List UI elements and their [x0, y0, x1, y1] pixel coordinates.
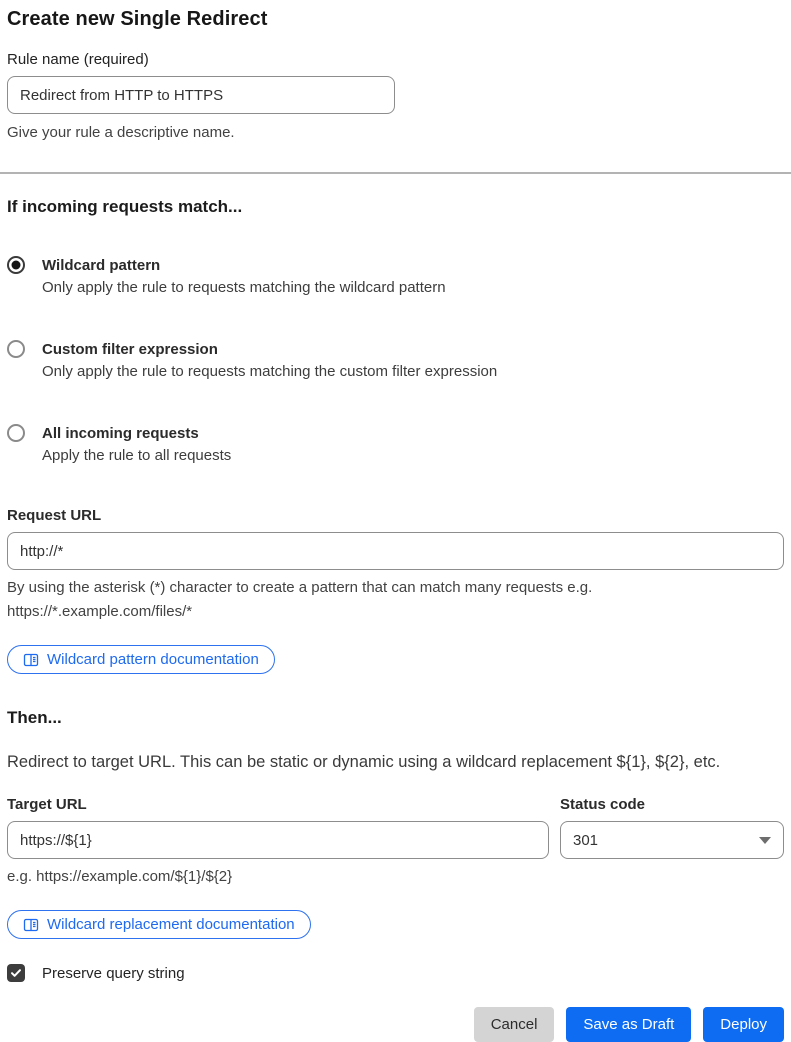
radio-option-label: Custom filter expression [42, 341, 218, 358]
preserve-query-string-row[interactable] [7, 964, 784, 982]
request-url-help-line2: https://*.example.com/files/* [7, 603, 193, 620]
section-divider [0, 172, 791, 174]
footer-actions [7, 1007, 784, 1042]
wildcard-replacement-docs-label: Wildcard replacement documentation [47, 916, 295, 933]
wildcard-pattern-docs-label: Wildcard pattern documentation [47, 651, 259, 668]
radio-option-label: All incoming requests [42, 425, 199, 442]
checkbox-checked-icon[interactable] [7, 964, 25, 982]
wildcard-pattern-docs-button[interactable] [7, 645, 275, 674]
status-code-select[interactable] [560, 821, 784, 859]
status-code-label: Status code [560, 796, 646, 813]
radio-option-custom-filter[interactable] [7, 339, 784, 384]
match-type-radio-group [7, 255, 784, 468]
radio-option-all-requests[interactable] [7, 423, 784, 468]
rule-name-input[interactable] [7, 76, 395, 114]
rule-name-help: Give your rule a descriptive name. [7, 124, 235, 141]
radio-option-description: Only apply the rule to requests matching the wildcard pattern [42, 279, 446, 296]
target-url-input[interactable] [7, 821, 549, 859]
open-book-icon [23, 652, 39, 668]
request-url-input[interactable] [7, 532, 784, 570]
preserve-query-string-label: Preserve query string [42, 964, 185, 982]
open-book-icon [23, 917, 39, 933]
cancel-button[interactable]: Cancel [474, 1007, 555, 1042]
rule-name-label: Rule name (required) [7, 51, 149, 68]
request-url-help [7, 576, 784, 624]
request-url-help-line1: By using the asterisk (*) character to create a pattern that can match many requests e.g. [7, 579, 593, 596]
radio-selected-icon[interactable] [7, 256, 25, 274]
target-url-help: e.g. https://example.com/${1}/${2} [7, 868, 233, 885]
wildcard-replacement-docs-button[interactable] [7, 910, 311, 939]
then-description: Redirect to target URL. This can be static or dynamic using a wildcard replacement ${1}, ${2}, etc. [7, 753, 721, 771]
save-as-draft-button[interactable]: Save as Draft [566, 1007, 691, 1042]
status-code-value: 301 [573, 831, 599, 849]
radio-option-description: Only apply the rule to requests matching the custom filter expression [42, 363, 498, 380]
radio-option-wildcard-pattern[interactable] [7, 255, 784, 300]
caret-down-icon [759, 837, 771, 844]
page-title: Create new Single Redirect [7, 8, 268, 30]
radio-option-label: Wildcard pattern [42, 257, 161, 274]
deploy-button[interactable]: Deploy [703, 1007, 784, 1042]
radio-option-description: Apply the rule to all requests [42, 447, 232, 464]
target-url-label: Target URL [7, 796, 87, 813]
then-section-heading: Then... [7, 708, 62, 727]
radio-unselected-icon[interactable] [7, 340, 25, 358]
match-section-heading: If incoming requests match... [7, 197, 243, 216]
radio-unselected-icon[interactable] [7, 424, 25, 442]
request-url-label: Request URL [7, 507, 102, 524]
